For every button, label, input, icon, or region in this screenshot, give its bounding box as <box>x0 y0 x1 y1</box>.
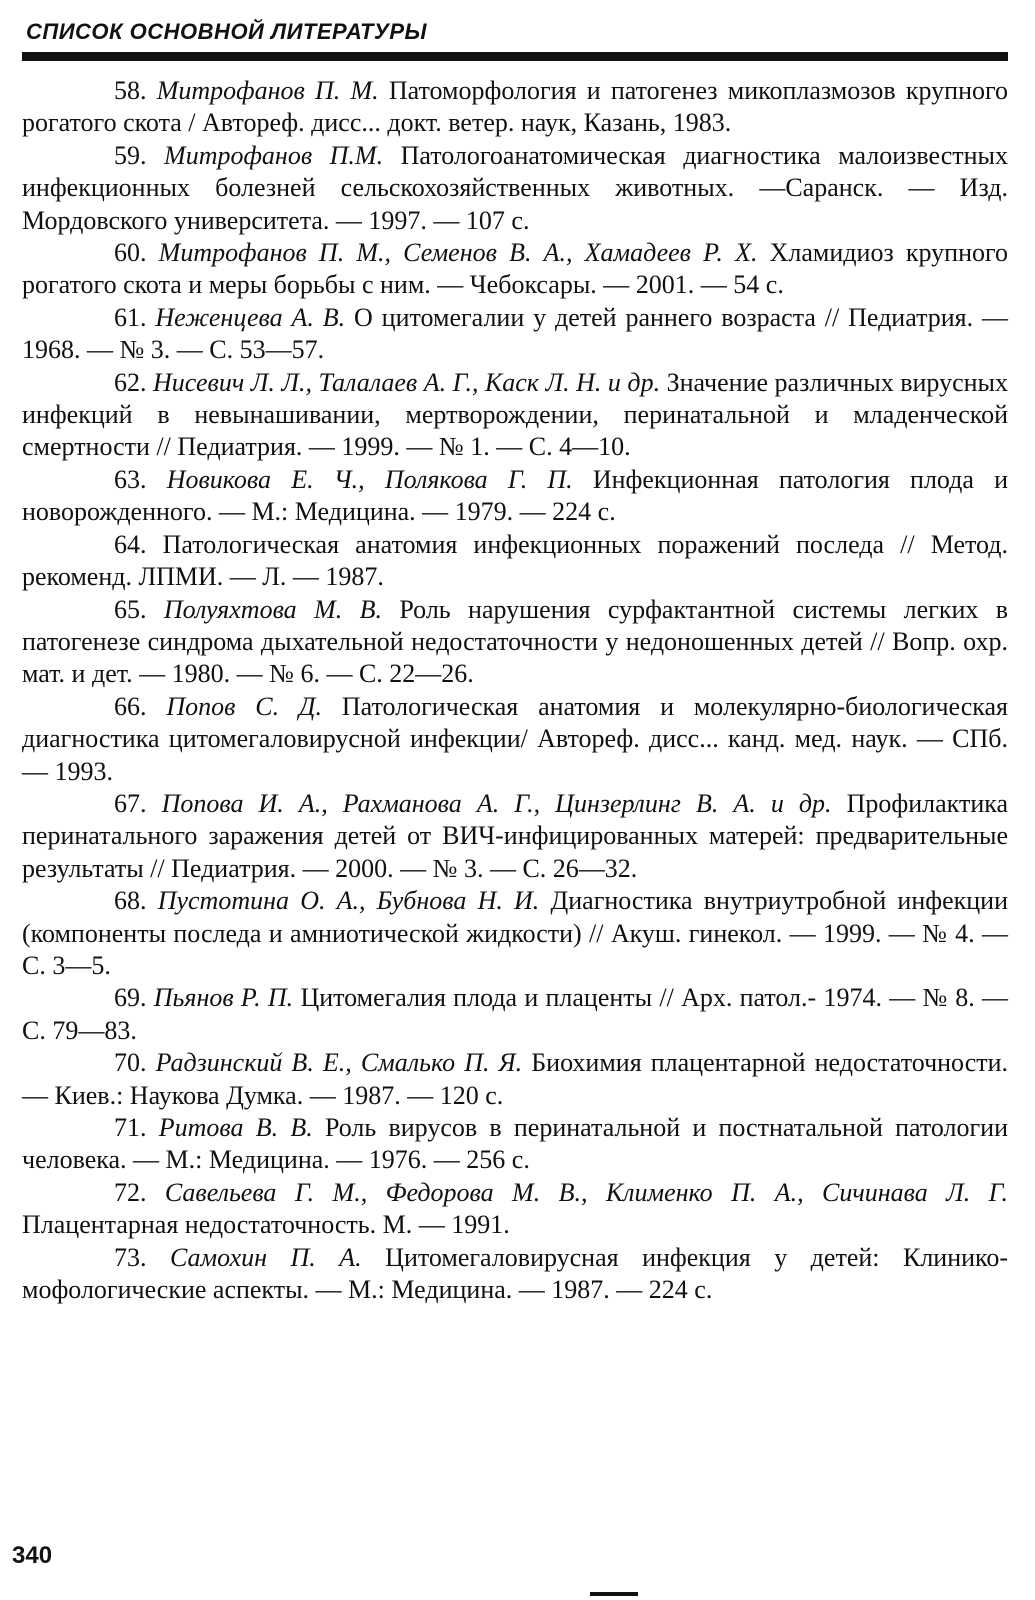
entry-authors: Неженцева А. В. <box>155 302 346 332</box>
entry-number: 72. <box>114 1177 147 1207</box>
entry-text: Патологическая анатомия инфекционных поражений последа // Метод. рекоменд. ЛПМИ. — Л. — 1987. <box>22 529 1009 592</box>
bib-entry-63 <box>22 464 1008 529</box>
entry-authors: Новикова Е. Ч., Полякова Г. П. <box>166 464 573 494</box>
bib-entry-60 <box>22 237 1008 302</box>
entry-text: О цитомегалии у детей раннего возраста // Педиатрия. — 1968. — № 3. — С. 53—57. <box>22 302 1009 365</box>
bib-entry-73 <box>22 1242 1008 1307</box>
bib-entry-64 <box>22 529 1008 594</box>
entry-text: Диагностика внутриутробной инфекции (компоненты последа и амниотической жидкости) // Акуш. гинекол. — 1999. — № 4. — С. 3—5. <box>22 886 1009 980</box>
entry-authors: Попов С. Д. <box>166 691 322 721</box>
entry-text: Роль нарушения сурфактантной системы легких в патогенезе синдрома дыхательной недостаточности у недоношенных детей // Вопр. охр. мат. и дет. — 1980. — № 6. — С. 22—26. <box>22 594 1009 689</box>
entry-text: Хламидиоз крупного рогатого скота и меры борьбы с ним. — Чебоксары. — 2001. — 54 с. <box>22 238 1009 300</box>
entry-authors: Савельева Г. М., Федорова М. В., Клименко П. А., Сичинава Л. Г. <box>164 1177 1009 1207</box>
entry-text: Значение различных вирусных инфекций в невынашивании, мертворождении, перинатальной и младенческой смертности // Педиатрия. — 1999. — № 1. — С. 4—10. <box>22 367 1009 462</box>
section-title: СПИСОК ОСНОВНОЙ ЛИТЕРАТУРЫ <box>26 19 428 44</box>
bib-entry-66 <box>22 691 1008 788</box>
page-number: 340 <box>12 1542 53 1569</box>
bibliography-list <box>22 75 1008 1306</box>
entry-text: Инфекционная патология плода и новорожденного. — М.: Медицина. — 1979. — 224 с. <box>22 464 1009 527</box>
entry-number: 59. <box>114 140 147 170</box>
entry-authors: Ритова В. В. <box>158 1113 313 1142</box>
entry-authors: Пустотина О. А., Бубнова Н. И. <box>157 886 540 916</box>
book-page <box>22 14 1008 1584</box>
entry-text: Плацентарная недостаточность. М. — 1991. <box>22 1210 510 1240</box>
entry-number: 58. <box>114 76 147 105</box>
bib-entry-62 <box>22 367 1008 464</box>
entry-number: 68. <box>114 886 147 916</box>
bib-entry-65 <box>22 594 1008 691</box>
entry-number: 61. <box>114 302 147 332</box>
bib-entry-58 <box>22 75 1008 140</box>
entry-authors: Радзинский В. Е., Смалько П. Я. <box>155 1048 523 1078</box>
entry-number: 67. <box>114 788 147 818</box>
entry-authors: Митрофанов П.М. <box>164 140 384 170</box>
entry-authors: Пьянов Р. П. <box>153 983 294 1013</box>
entry-number: 65. <box>114 594 147 624</box>
entry-text: Цитомегалия плода и плаценты // Арх. патол.- 1974. — № 8. — С. 79—83. <box>22 983 1008 1045</box>
entry-authors: Полуяхтова М. В. <box>163 594 382 624</box>
bib-entry-68 <box>22 885 1008 982</box>
bib-entry-59 <box>22 140 1008 237</box>
entry-number: 66. <box>114 691 147 721</box>
bib-entry-61 <box>22 302 1008 367</box>
entry-authors: Нисевич Л. Л., Талалаев А. Г., Каск Л. Н. и др. <box>153 367 661 397</box>
entry-number: 71. <box>114 1113 147 1142</box>
bib-entry-69 <box>22 982 1008 1047</box>
bib-entry-70 <box>22 1047 1008 1112</box>
entry-number: 73. <box>114 1242 147 1272</box>
entry-number: 64. <box>114 529 147 559</box>
entry-text: Патологоанатомическая диагностика малоизвестных инфекционных болезней сельскохозяйственных животных. —Саранск. — Изд. Мордовского университета. — 1997. — 107 с. <box>22 140 1009 235</box>
entry-text: Роль вирусов в перинатальной и постнатальной патологии человека. — М.: Медицина. — 1976. — 256 с. <box>22 1113 1009 1175</box>
header-rule <box>22 52 1008 61</box>
entry-text: Патоморфология и патогенез микоплазмозов крупного рогатого скота / Автореф. дисс... докт. ветер. наук, Казань, 1983. <box>22 76 1009 138</box>
entry-text: Цитомегаловирусная инфекция у детей: Клинико-мофологические аспекты. — М.: Медицина. — 1987. — 224 с. <box>22 1242 1009 1305</box>
entry-number: 63. <box>114 464 147 494</box>
entry-authors: Самохин П. А. <box>170 1242 362 1272</box>
entry-text: Патологическая анатомия и молекулярно-биологическая диагностика цитомегаловирусной инфекции/ Автореф. дисс... канд. мед. наук. — СПб. — 1993. <box>22 691 1008 786</box>
bottom-mark <box>590 1592 638 1596</box>
entry-number: 60. <box>114 238 147 268</box>
entry-text: Профилактика перинатального заражения детей от ВИЧ-инфицированных матерей: предварительные результаты // Педиатрия. — 2000. — № 3. — С. 26—32. <box>22 788 1009 883</box>
bib-entry-71 <box>22 1112 1008 1177</box>
entry-text: Биохимия плацентарной недостаточности. — Киев.: Наукова Думка. — 1987. — 120 с. <box>22 1048 1009 1110</box>
entry-number: 70. <box>114 1048 147 1078</box>
bib-entry-67 <box>22 788 1008 885</box>
entry-authors: Митрофанов П. М., Семенов В. А., Хамадеев Р. Х. <box>158 238 758 268</box>
entry-authors: Митрофанов П. М. <box>156 76 379 105</box>
bib-entry-72 <box>22 1177 1008 1242</box>
entry-authors: Попова И. А., Рахманова А. Г., Цинзерлинг В. А. и др. <box>161 788 832 818</box>
entry-number: 62. <box>114 367 147 397</box>
entry-number: 69. <box>114 983 147 1013</box>
